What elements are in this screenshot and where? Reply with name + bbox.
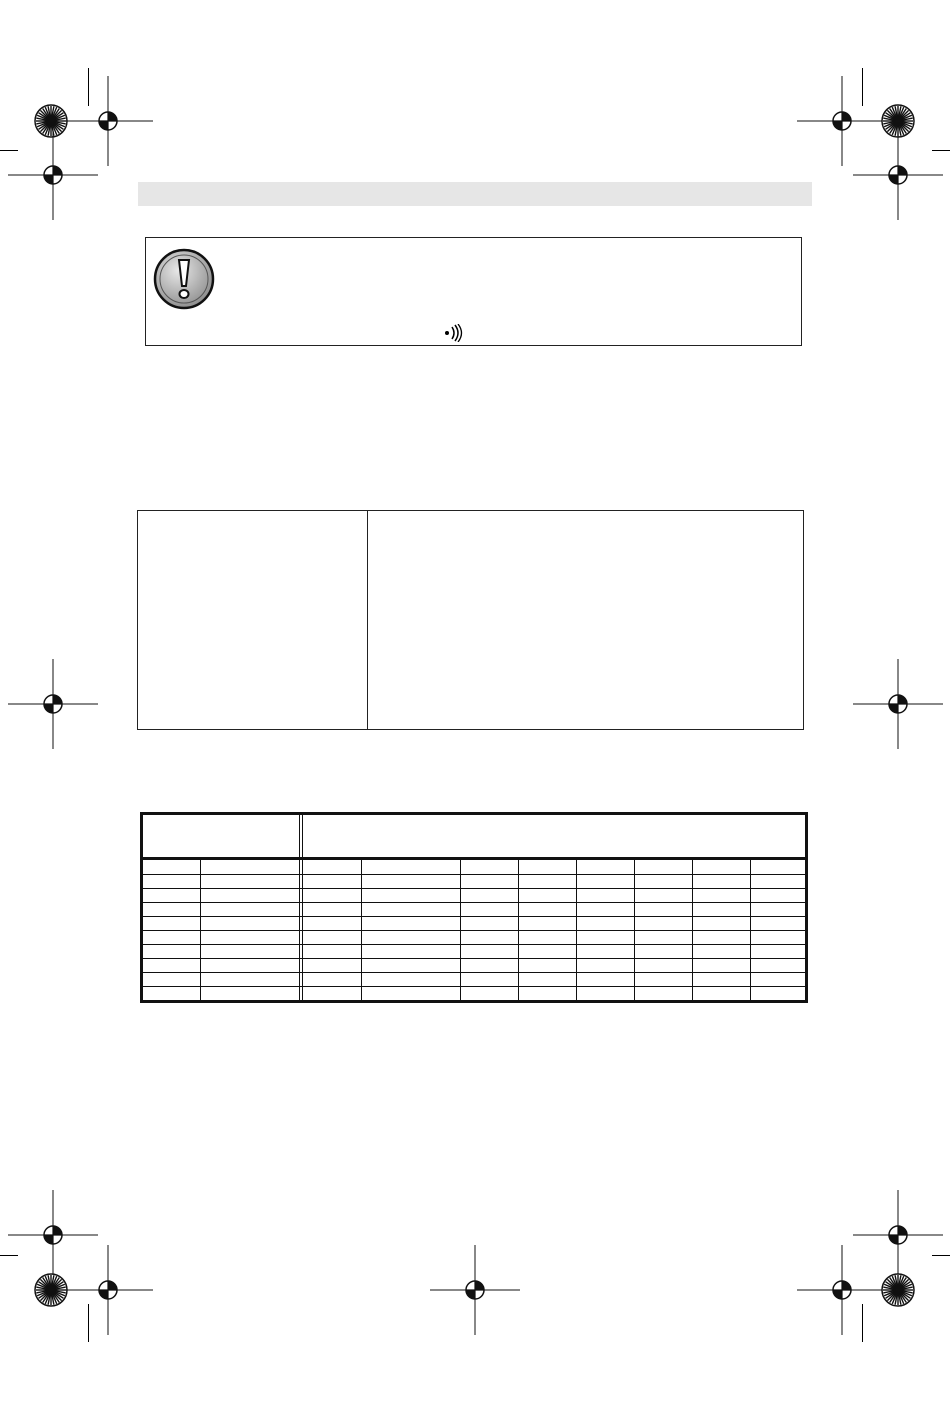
grid-row-line: [143, 916, 805, 917]
grid-col-line: [634, 860, 635, 1000]
grid-col-line: [460, 860, 461, 1000]
two-column-frame: [137, 510, 804, 730]
exclamation-badge-icon: [153, 248, 215, 310]
grid-col-line: [361, 860, 362, 1000]
trim-line: [88, 68, 89, 106]
grid-header-line: [143, 857, 805, 860]
grid-row-line: [143, 902, 805, 903]
grid-col-line: [518, 860, 519, 1000]
grid-row-line: [143, 874, 805, 875]
registration-mark-crosshair: [853, 130, 943, 220]
trim-line: [88, 1304, 89, 1342]
grid-col-line: [200, 860, 201, 1000]
grid-row-line: [143, 958, 805, 959]
header-bar: [138, 182, 812, 206]
grid-col-line: [576, 860, 577, 1000]
registration-mark-starburst: [853, 1245, 943, 1335]
grid-row-line: [143, 888, 805, 889]
trim-line: [0, 1255, 18, 1256]
trim-line: [0, 150, 18, 151]
registration-mark-crosshair: [8, 130, 98, 220]
signal-waves-icon: [444, 324, 464, 342]
trim-line: [862, 1304, 863, 1342]
registration-mark-crosshair: [8, 659, 98, 749]
frame-divider: [367, 511, 368, 729]
registration-mark-crosshair: [853, 659, 943, 749]
grid-table: [140, 812, 808, 1003]
trim-line: [862, 68, 863, 106]
registration-mark-crosshair: [63, 1245, 153, 1335]
grid-row-line: [143, 972, 805, 973]
grid-col-line: [692, 860, 693, 1000]
grid-col-line: [750, 860, 751, 1000]
trim-line: [932, 1255, 950, 1256]
registration-mark-crosshair: [430, 1245, 520, 1335]
grid-row-line: [143, 986, 805, 987]
trim-line: [932, 150, 950, 151]
warning-box: [145, 237, 802, 346]
grid-row-line: [143, 944, 805, 945]
grid-row-line: [143, 930, 805, 931]
